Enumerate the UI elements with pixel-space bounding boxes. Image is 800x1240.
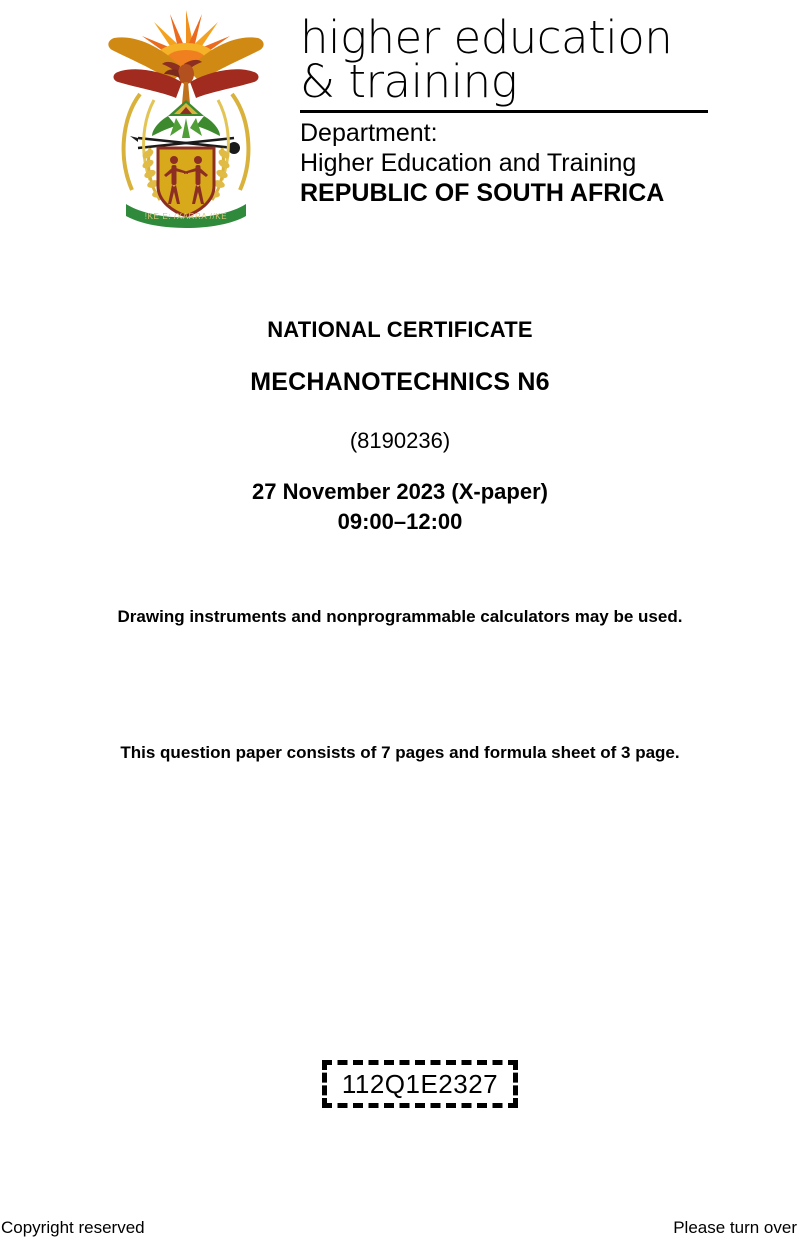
department-label: Department: bbox=[300, 119, 438, 147]
page-title-national-certificate: NATIONAL CERTIFICATE bbox=[267, 317, 533, 342]
paper-number-value: 112Q1E2327 bbox=[341, 1069, 499, 1099]
letterhead bbox=[0, 0, 800, 250]
shield-icon bbox=[158, 148, 214, 216]
footer-copyright: Copyright reserved bbox=[1, 1218, 145, 1237]
coat-of-arms-svg bbox=[98, 8, 274, 240]
logo-line-higher-education: higher education bbox=[300, 11, 673, 64]
department-name: Higher Education and Training bbox=[300, 149, 637, 177]
logo-divider-rule bbox=[300, 110, 708, 113]
paper-number-box bbox=[322, 1060, 518, 1108]
footer-turn-over: Please turn over bbox=[673, 1218, 797, 1237]
south-african-coat-of-arms-emblem bbox=[98, 8, 274, 240]
country-line: REPUBLIC OF SOUTH AFRICA bbox=[300, 179, 665, 207]
department-text-block bbox=[300, 118, 712, 208]
page-footer bbox=[0, 1218, 800, 1240]
protea-flower-icon bbox=[152, 100, 220, 138]
pages-note: This question paper consists of 7 pages and formula sheet of 3 page. bbox=[120, 743, 680, 762]
department-wordmark bbox=[300, 11, 712, 208]
paper-code: (8190236) bbox=[349, 428, 451, 453]
instruments-note: Drawing instruments and nonprogrammable calculators may be used. bbox=[117, 607, 683, 626]
logo-line-and-training: & training bbox=[300, 55, 518, 108]
exam-date: 27 November 2023 (X-paper) bbox=[252, 479, 548, 504]
subject-title: MECHANOTECHNICS N6 bbox=[250, 368, 550, 396]
exam-time: 09:00–12:00 bbox=[337, 509, 463, 534]
motto-text: !KE E: /XARRA //KE bbox=[144, 212, 228, 221]
